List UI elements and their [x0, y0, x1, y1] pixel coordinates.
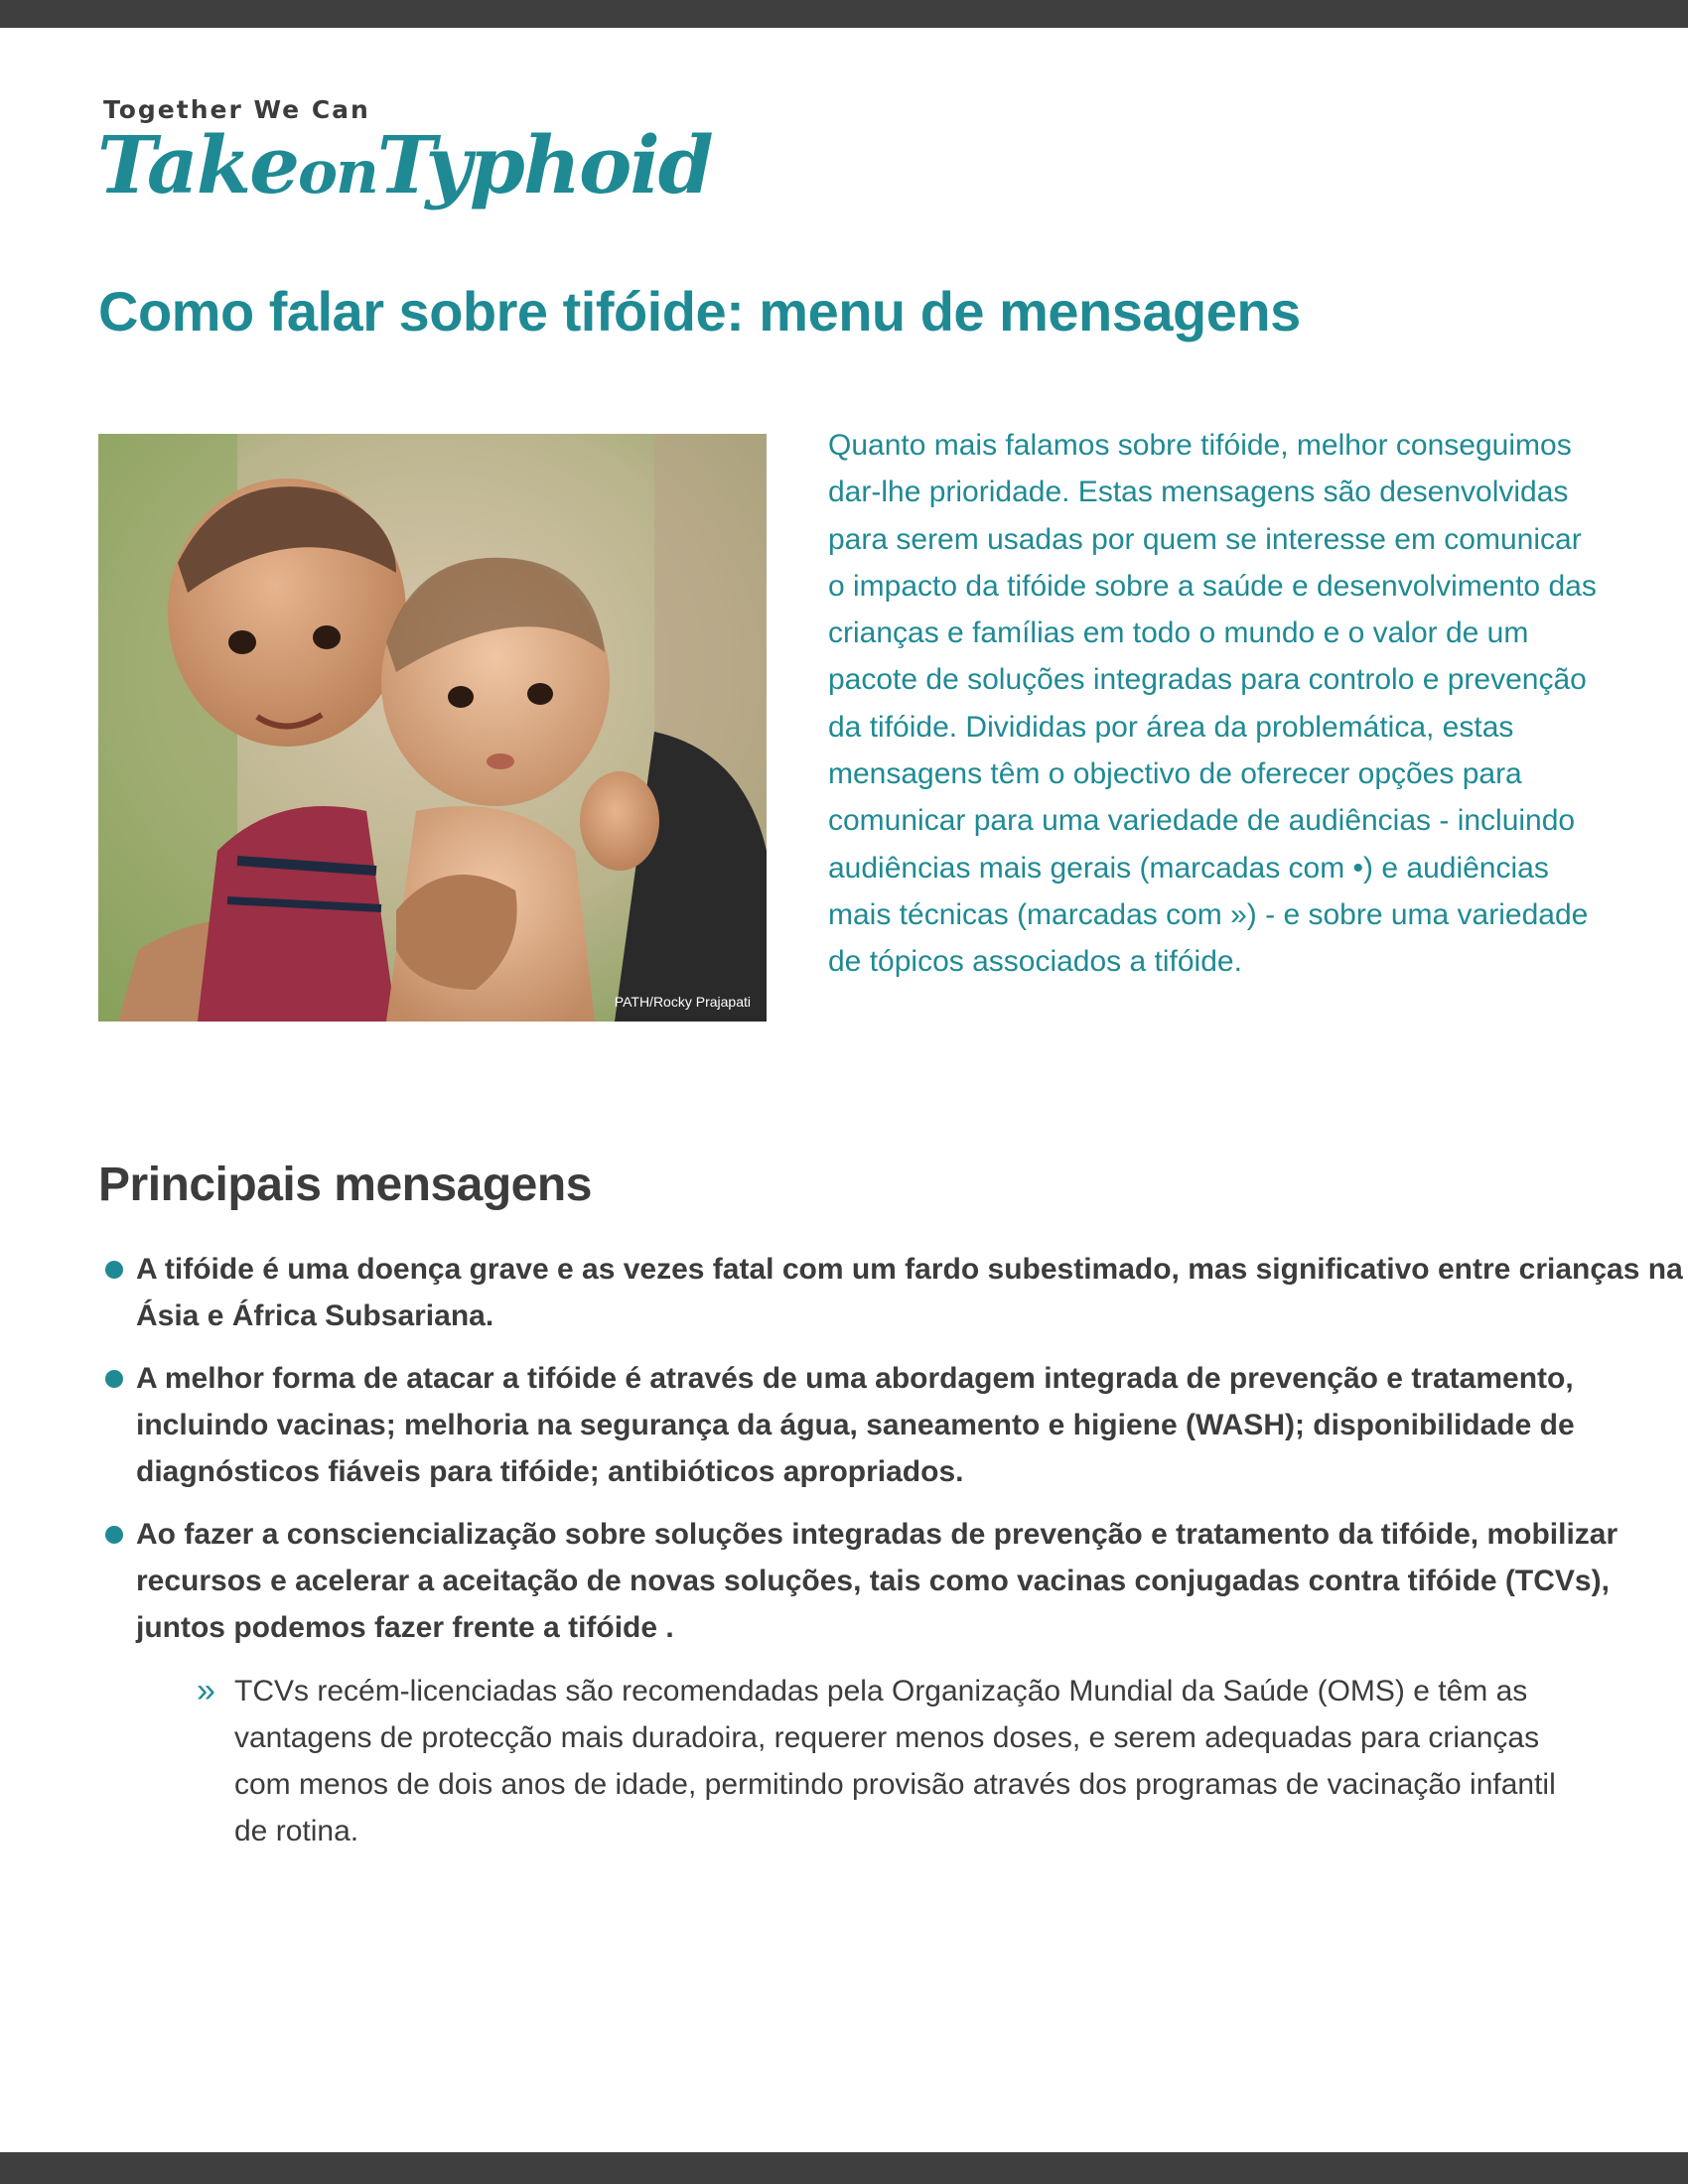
logo-word-take: Take — [97, 118, 299, 211]
bullet-dot-icon — [105, 1261, 123, 1279]
logo-tagline: Together We Can — [103, 95, 370, 124]
intro-paragraph: Quanto mais falamos sobre tifóide, melhor conseguimos dar-lhe prioridade. Estas mensagens são desenvolvidas para serem usadas por quem se interesse em comunicar o impacto da tifóide sobre a saúde e desenvolvimento das crianças e famílias em todo o mundo e o valor de um pacote de soluções integradas para controlo e prevenção da tifóide. Divididas por área da problemática, estas mensagens têm o objectivo de oferecer opções para comunicar para uma variedade de audiências - incluindo audiências mais gerais (marcadas com •) e audiências mais técnicas (marcadas com ») - e sobre uma variedade de tópicos associados a tifóide. — [828, 429, 1597, 979]
key-message-text: A tifóide é uma doença grave e as vezes fatal com um fardo subestimado, mas significativo entre crianças na Ásia e África Subsariana. — [136, 1253, 1683, 1332]
key-message-text: A melhor forma de atacar a tifóide é através de uma abordagem integrada de prevenção e tratamento, incluindo vacinas; melhoria na segurança da água, saneamento e higiene (WASH); disponibilidade de diagnósticos fiáveis para tifóide; antibióticos apropriados. — [136, 1362, 1575, 1488]
children-photo — [98, 434, 767, 1022]
logo-word-on: on — [298, 138, 377, 207]
sub-bullet-text: TCVs recém-licenciadas são recomendadas pela Organização Mundial da Saúde (OMS) e têm as vantagens de protecção mais duradoira, requerer menos doses, e serem adequadas para crianças com menos de dois anos de idade, permitindo provisão através dos programas de vacinação infantil de rotina. — [234, 1675, 1556, 1847]
top-bar — [0, 0, 1688, 28]
section-title: Principais mensagens — [98, 1159, 592, 1211]
logo-word-typhoid: Typhoid — [376, 118, 712, 211]
chevron-double-right-icon: » — [197, 1672, 215, 1709]
bullet-dot-icon — [105, 1526, 123, 1544]
page-title: Como falar sobre tifóide: menu de mensagens — [98, 280, 1301, 342]
bottom-bar — [0, 2152, 1688, 2184]
key-message-text: Ao fazer a consciencialização sobre soluções integradas de prevenção e tratamento da tifóide, mobilizar recursos e acelerar a aceitação de novas soluções, tais como vacinas conjugadas contra tifóide (TCVs), juntos podemos fazer frente a tifóide . — [136, 1518, 1618, 1644]
logo — [97, 118, 712, 211]
photo-illustration — [98, 434, 767, 1022]
bullet-dot-icon — [105, 1370, 123, 1388]
photo-credit: PATH/Rocky Prajapati — [614, 994, 751, 1010]
